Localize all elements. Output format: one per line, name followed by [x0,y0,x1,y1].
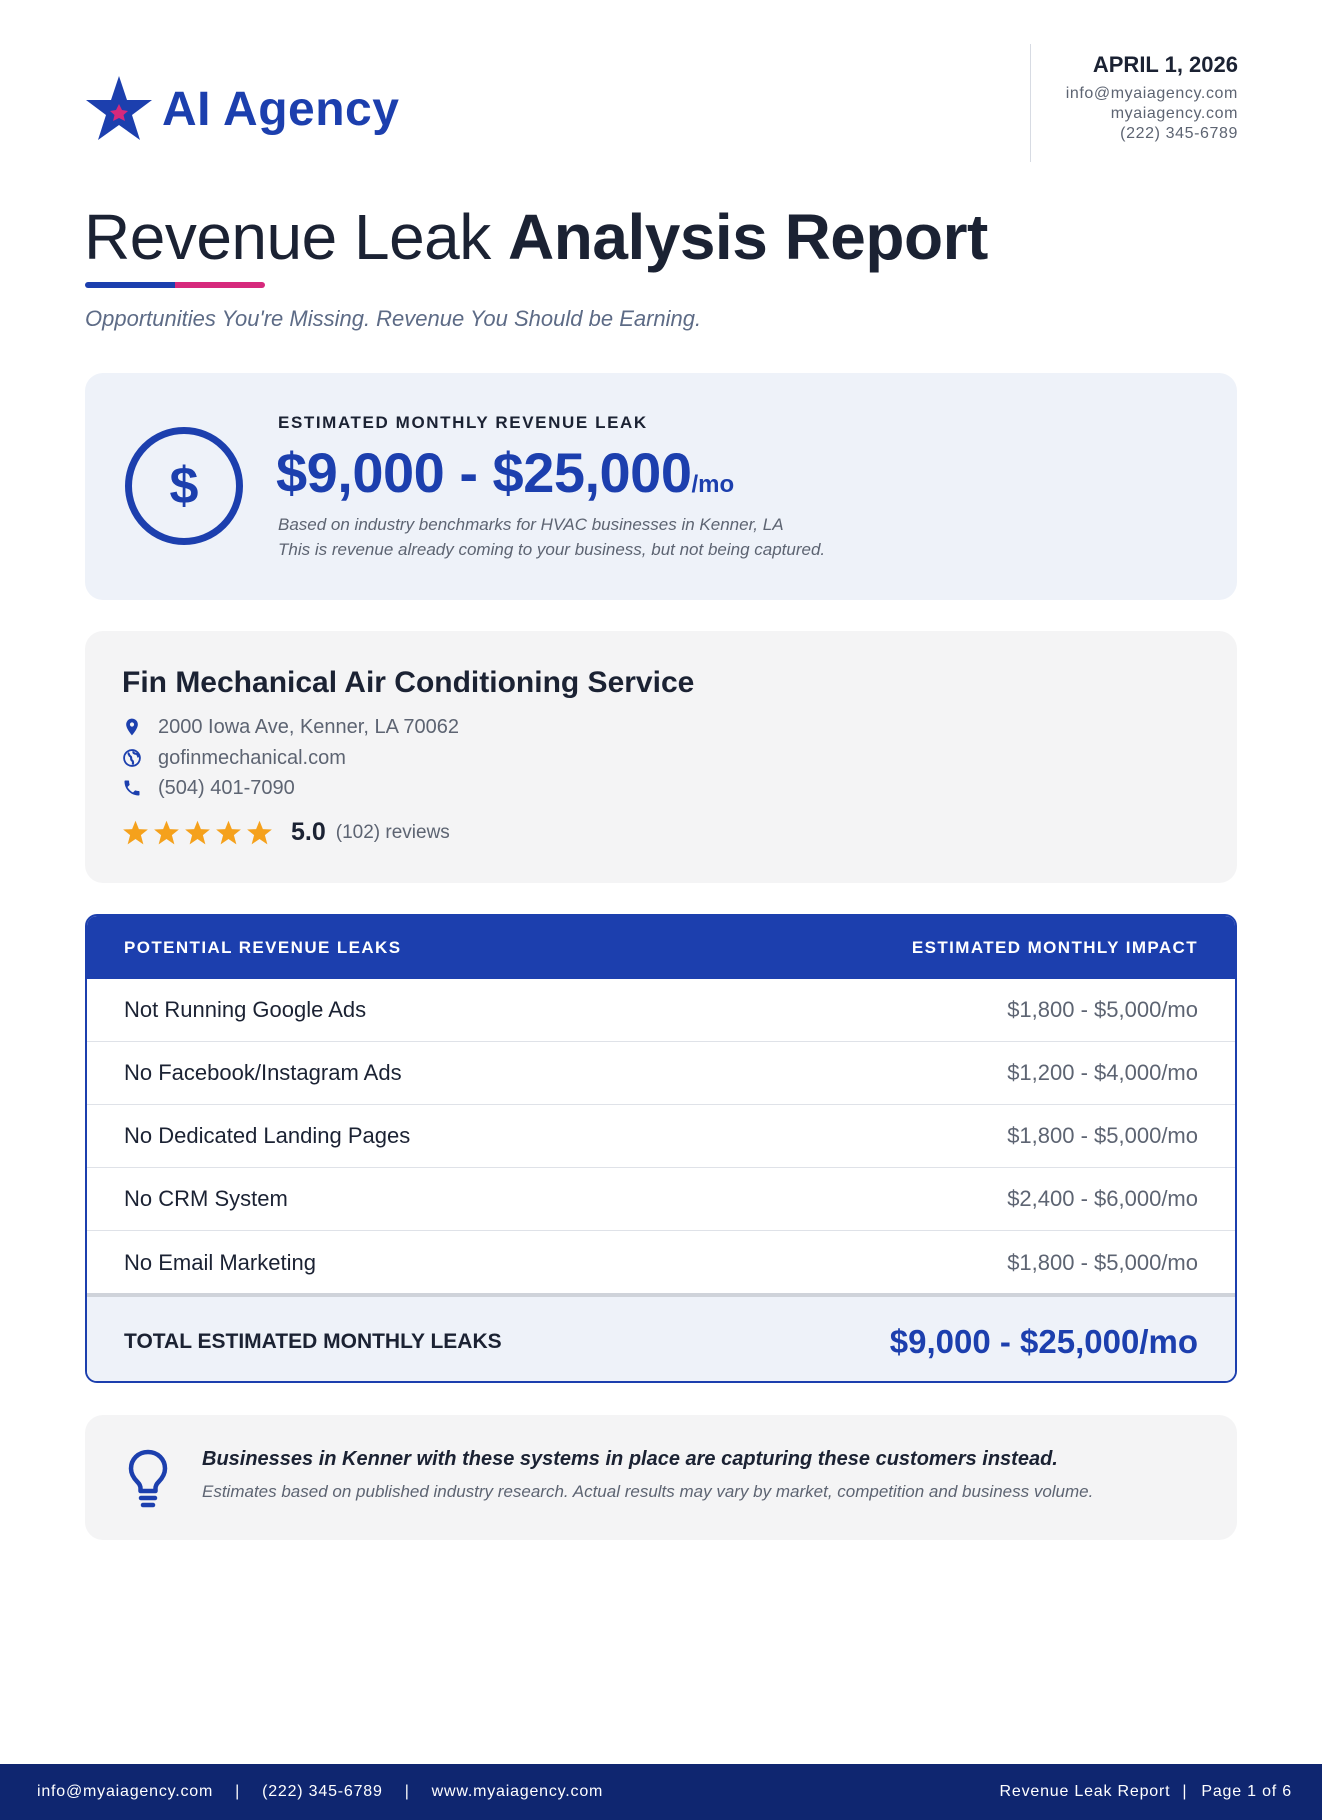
table-row [87,1231,1235,1294]
brand-name: AI Agency [162,82,400,136]
leak-name: No Dedicated Landing Pages [124,1123,411,1148]
business-website-row [122,746,346,770]
rating-score: 5.0 [291,818,326,846]
footer-doc-label: Revenue Leak Report [999,1783,1171,1800]
leak-note-line-1: Based on industry benchmarks for HVAC businesses in Kenner, LA [278,515,784,534]
table-row [87,979,1235,1042]
table-row [87,1168,1235,1231]
business-name: Fin Mechanical Air Conditioning Service [122,666,695,699]
page-footer [0,1764,1322,1820]
business-address: 2000 Iowa Ave, Kenner, LA 70062 [158,715,459,738]
business-address-row [122,715,459,739]
table-header-left: POTENTIAL REVENUE LEAKS [124,937,402,957]
star-icon [122,819,149,846]
leak-range-value: $9,000 - $25,000 [276,441,692,504]
title-light: Revenue Leak [84,201,491,273]
leak-note-line-2: This is revenue already coming to your business, but not being captured. [278,540,826,559]
business-rating [122,818,450,847]
leak-name: No Email Marketing [124,1249,316,1275]
insight-disclaimer: Estimates based on published industry research. Actual results may vary by market, competition and business volume. [202,1482,1094,1501]
location-pin-icon [122,717,142,737]
leak-summary-note [278,512,825,562]
leak-range-unit: /mo [691,471,735,498]
globe-icon [122,748,142,768]
star-logo-icon [84,74,154,144]
total-label: TOTAL ESTIMATED MONTHLY LEAKS [124,1329,502,1353]
footer-separator: | [235,1783,241,1800]
lightbulb-icon [124,1448,172,1508]
leak-impact: $1,800 - $5,000/mo [1007,1249,1198,1275]
review-count: (102) reviews [335,821,450,843]
page-subtitle: Opportunities You're Missing. Revenue You Should be Earning. [85,306,702,331]
leak-name: No CRM System [124,1186,288,1211]
header-email[interactable]: info@myaiagency.com [1065,85,1238,102]
leak-summary-range [276,440,734,505]
revenue-leaks-table [85,914,1237,1383]
business-phone-row [122,776,295,800]
star-icon [215,819,242,846]
table-total-row [87,1297,1235,1383]
brand-logo [84,74,399,144]
insight-card [85,1415,1237,1540]
total-value: $9,000 - $25,000/mo [889,1322,1198,1360]
leak-impact: $1,200 - $4,000/mo [1007,1060,1198,1085]
footer-page-number: Page 1 of 6 [1201,1783,1292,1800]
business-phone[interactable]: (504) 401-7090 [158,776,295,799]
phone-icon [122,778,142,798]
leak-summary-label: ESTIMATED MONTHLY REVENUE LEAK [278,413,648,432]
header-phone[interactable]: (222) 345-6789 [1120,125,1238,142]
star-icon [153,819,180,846]
table-row [87,1105,1235,1168]
title-bold: Analysis Report [508,201,988,273]
page-title [84,200,988,274]
table-row [87,1042,1235,1105]
footer-phone[interactable]: (222) 345-6789 [262,1783,383,1800]
table-header-right: ESTIMATED MONTHLY IMPACT [911,937,1198,957]
header-website[interactable]: myaiagency.com [1110,105,1238,122]
footer-separator: | [1182,1783,1188,1800]
star-icon [184,819,211,846]
business-website[interactable]: gofinmechanical.com [158,746,346,769]
footer-doc-info [1000,1783,1292,1801]
insight-headline: Businesses in Kenner with these systems in place are capturing these customers instead. [202,1448,1058,1470]
leak-name: Not Running Google Ads [124,997,367,1022]
leak-impact: $1,800 - $5,000/mo [1007,1123,1198,1148]
footer-contact [37,1783,603,1801]
footer-email[interactable]: info@myaiagency.com [37,1783,214,1800]
table-header [87,916,1235,979]
header-contact [1066,52,1238,144]
report-date: APRIL 1, 2026 [1092,52,1238,77]
title-underline [85,282,265,288]
footer-website[interactable]: www.myaiagency.com [431,1783,604,1800]
leak-impact: $2,400 - $6,000/mo [1007,1186,1198,1211]
star-icon [246,819,273,846]
dollar-icon: $ [125,427,243,545]
leak-impact: $1,800 - $5,000/mo [1007,997,1198,1022]
footer-separator: | [404,1783,410,1800]
header-divider [1030,44,1031,162]
leak-name: No Facebook/Instagram Ads [124,1060,402,1085]
